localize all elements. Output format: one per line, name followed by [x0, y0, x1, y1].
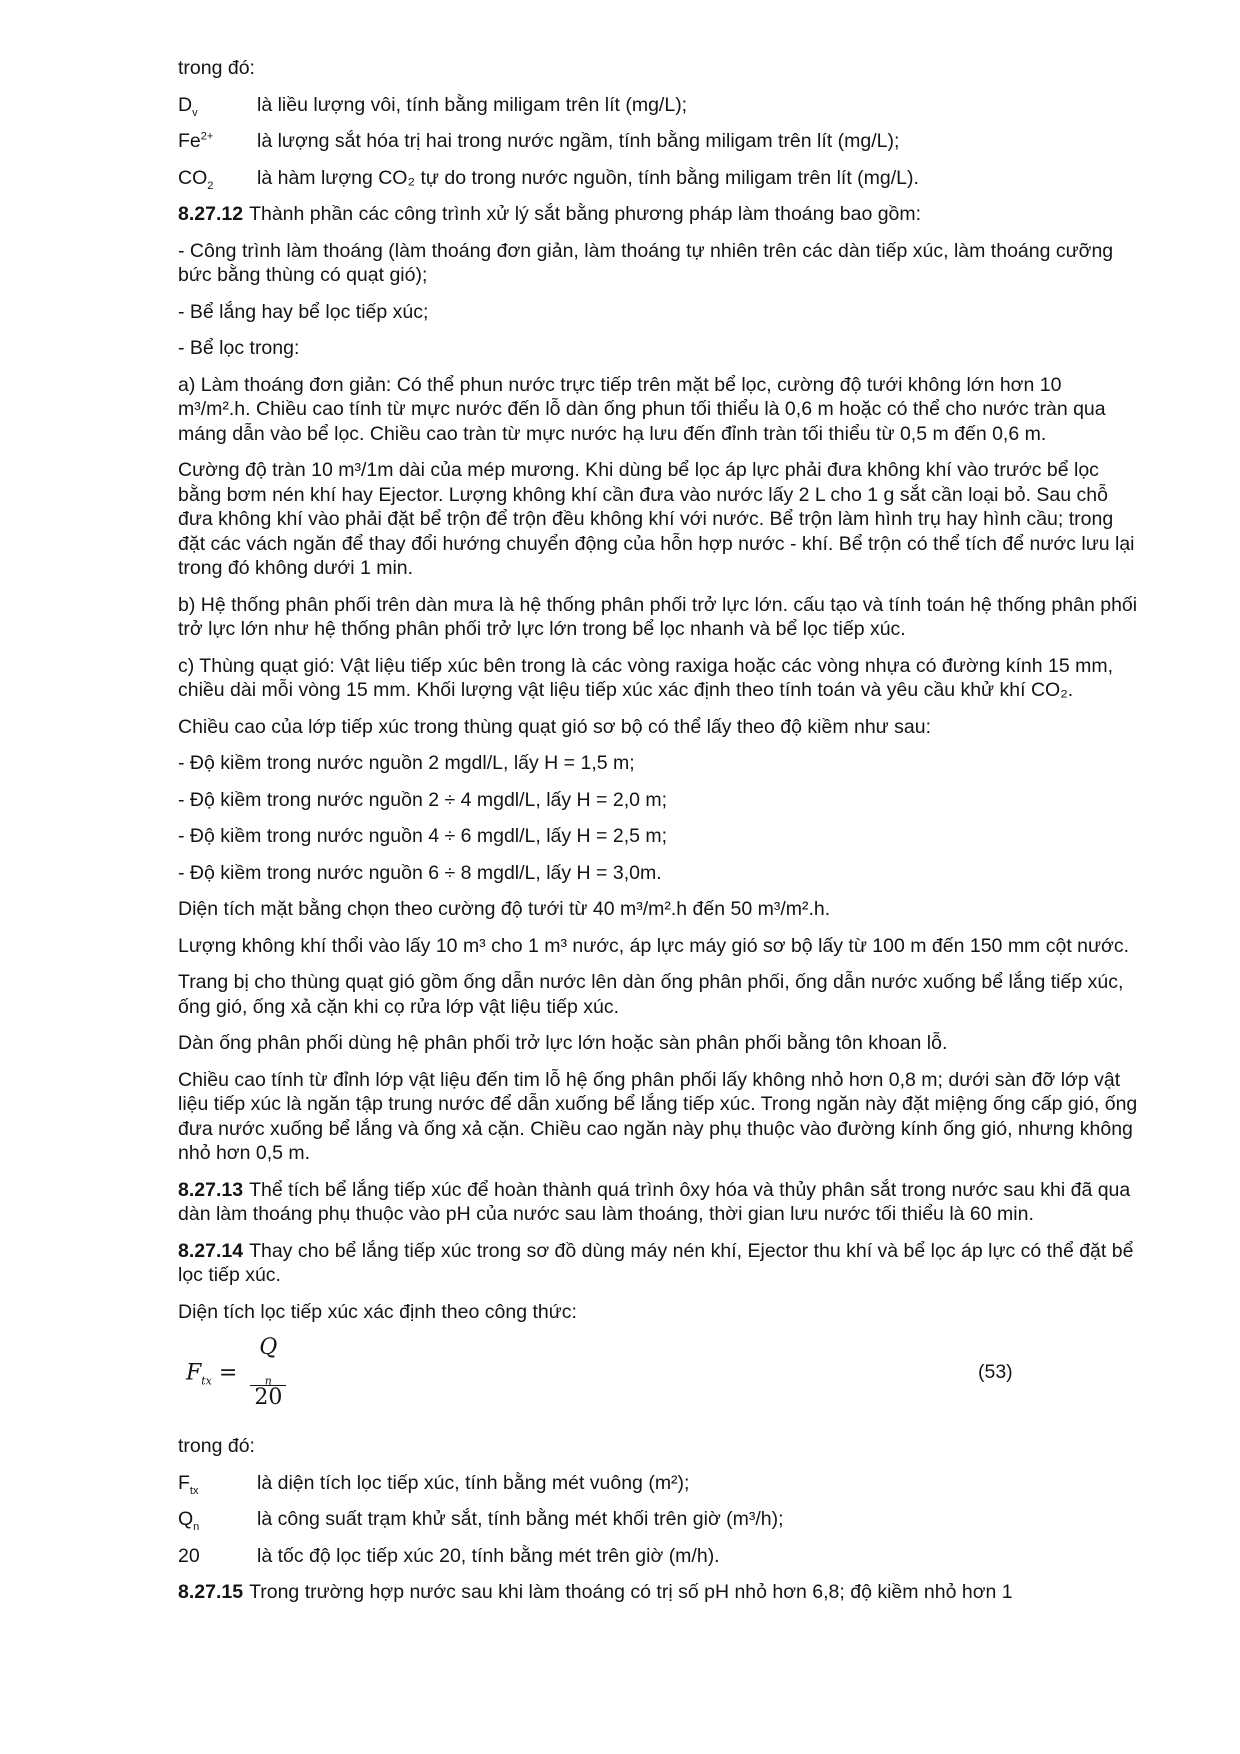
alkalinity-item: - Độ kiềm trong nước nguồn 4 ÷ 6 mgdl/L, lấy H = 2,5 m;	[178, 825, 668, 847]
definition-symbol: $CO_2$	[178, 166, 214, 192]
paragraph-layer-height: Chiều cao của lớp tiếp xúc trong thùng quạt gió sơ bộ có thể lấy theo độ kiềm như sau:	[178, 715, 932, 738]
paragraph-distribution: Dàn ống phân phối dùng hệ phân phối trở lực lớn hoặc sàn phân phối bằng tôn khoan lỗ.	[178, 1032, 948, 1054]
paragraph-a: a) Làm thoáng đơn giản: Có thể phun nước trực tiếp trên mặt bể lọc, cường độ tưới không lớn hơn 10 m³/m².h. Chiều cao tính từ mực nước đến lỗ dàn ống phun tối thiểu là 0,6 m hoặc có thể cho nước tràn qua máng dẫn vào bể lọc. Chiều cao tràn từ mực nước hạ lưu đến đỉnh tràn tối thiểu từ 0,5 m đến 0,6 m.	[178, 373, 1106, 445]
paragraph-area: Diện tích mặt bằng chọn theo cường độ tưới từ 40 m³/m².h đến 50 m³/m².h.	[178, 898, 831, 920]
paragraph-overflow-intensity: Cường độ tràn 10 m³/1m dài của mép mương. Khi dùng bể lọc áp lực phải đưa không khí vào trước bể lọc bằng bơm nén khí hay Ejector. Lượng không khí cần đưa vào nước lấy 2 L cho 1 g sắt cần loại bỏ. Sau chỗ đưa không khí vào phải đặt bể trộn để trộn đều không khí với nước. Bể trộn làm hình trụ hay hình cầu; trong đặt các vách ngăn để thay đổi hướng chuyển động của hỗn hợp nước - khí. Bể trộn có thể tích để nước lưu lại trong đó không dưới 1 min.	[178, 459, 1135, 579]
definition-item	[178, 93, 1138, 118]
definition-symbol: $D_v$	[178, 93, 198, 119]
equation-number: (53)	[978, 1361, 1013, 1383]
definition-item	[178, 166, 1138, 191]
formula-intro: Diện tích lọc tiếp xúc xác định theo công thức:	[178, 1300, 577, 1323]
alkalinity-item: - Độ kiềm trong nước nguồn 6 ÷ 8 mgdl/L, lấy H = 3,0m.	[178, 861, 662, 884]
definition-text: là lượng sắt hóa trị hai trong nước ngầm, tính bằng miligam trên lít (mg/L);	[257, 130, 900, 152]
clause-number: 8.27.15	[178, 1581, 244, 1603]
definition-symbol: $Fe^{2+}$	[178, 130, 214, 152]
clause-number: 8.27.14	[178, 1239, 244, 1262]
list-item: - Công trình làm thoáng (làm thoáng đơn giản, làm thoáng tự nhiên trên các dàn tiếp xúc, làm thoáng cưỡng bức bằng thùng có quạt gió);	[178, 239, 1114, 286]
clause-8-27-13	[178, 1178, 1138, 1227]
paragraph-c: c) Thùng quạt gió: Vật liệu tiếp xúc bên trong là các vòng raxiga hoặc các vòng nhựa có đường kính 15 mm, chiều dài mỗi vòng 15 mm. Khối lượng vật liệu tiếp xúc xác định theo tính toán và yêu cầu khử khí CO₂.	[178, 654, 1114, 701]
definition-text: là diện tích lọc tiếp xúc, tính bằng mét vuông (m²);	[257, 1471, 690, 1494]
where-label: trong đó:	[178, 57, 255, 79]
paragraph-b: b) Hệ thống phân phối trên dàn mưa là hệ thống phân phối trở lực lớn. cấu tạo và tính toán hệ thống phân phối trở lực lớn như hệ thống phân phối trở lực lớn trong bể lọc nhanh và bể lọc tiếp xúc.	[178, 593, 1138, 640]
where-label: trong đó:	[178, 1435, 255, 1457]
definition-symbol: $Q_n$	[178, 1508, 200, 1533]
paragraph-equipment: Trang bị cho thùng quạt gió gồm ống dẫn nước lên dàn ống phân phối, ống dẫn nước xuống bể lắng tiếp xúc, ống gió, ống xả cặn khi cọ rửa lớp vật liệu tiếp xúc.	[178, 971, 1124, 1018]
paragraph-air: Lượng không khí thổi vào lấy 10 m³ cho 1 m³ nước, áp lực máy gió sơ bộ lấy từ 100 m đến 150 mm cột nước.	[178, 934, 1130, 957]
clause-text: Trong trường hợp nước sau khi làm thoáng có trị số pH nhỏ hơn 6,8; độ kiềm nhỏ hơn 1	[249, 1581, 1013, 1603]
paragraph-layer: Chiều cao tính từ đỉnh lớp vật liệu đến tim lỗ hệ ống phân phối lấy không nhỏ hơn 0,8 m; dưới sàn đỡ lớp vật liệu tiếp xúc là ngăn tập trung nước để dẫn xuống bể lắng tiếp xúc. Trong ngăn này đặt miệng ống cấp gió, ống đưa nước xuống bể lắng và ống xả cặn. Chiều cao ngăn này phụ thuộc vào đường kính ống gió, nhưng không nhỏ hơn 0,5 m.	[178, 1068, 1138, 1164]
definition-text: là hàm lượng CO₂ tự do trong nước nguồn, tính bằng miligam trên lít (mg/L).	[257, 166, 919, 189]
definition-text: là liều lượng vôi, tính bằng miligam trên lít (mg/L);	[257, 93, 688, 116]
clause-text: Thay cho bể lắng tiếp xúc trong sơ đồ dùng máy nén khí, Ejector thu khí và bể lọc áp lực có thể đặt bể lọc tiếp xúc.	[178, 1239, 1134, 1286]
definition-symbol: 20	[178, 1544, 200, 1567]
clause-8-27-15	[178, 1580, 1138, 1605]
definition-text: là tốc độ lọc tiếp xúc 20, tính bằng mét trên giờ (m/h).	[257, 1544, 720, 1567]
clause-8-27-12	[178, 202, 1138, 227]
definition-symbol: $F_{tx}$	[178, 1471, 199, 1497]
clause-text: Thể tích bể lắng tiếp xúc để hoàn thành quá trình ôxy hóa và thủy phân sắt trong nước sau khi đã qua dàn làm thoáng phụ thuộc vào pH của nước sau làm thoáng, thời gian lưu nước tối thiểu là 60 min.	[178, 1178, 1131, 1225]
formula: $F_{tx}$ = Q $_n$ 20	[186, 1336, 286, 1411]
clause-number: 8.27.12	[178, 203, 244, 225]
list-item: - Bể lọc trong:	[178, 337, 300, 359]
clause-text: Thành phần các công trình xử lý sắt bằng phương pháp làm thoáng bao gồm:	[249, 203, 922, 225]
formula-block	[178, 1336, 1138, 1422]
formula-fraction: Q $_n$ 20	[250, 1336, 286, 1411]
clause-8-27-14	[178, 1239, 1138, 1288]
definition-item	[178, 129, 1138, 154]
clause-number: 8.27.13	[178, 1178, 244, 1201]
definition-item	[178, 1471, 1138, 1496]
document-page	[178, 56, 1138, 1617]
definition-item	[178, 1507, 1138, 1532]
alkalinity-item: - Độ kiềm trong nước nguồn 2 ÷ 4 mgdl/L, lấy H = 2,0 m;	[178, 788, 668, 811]
list-item: - Bể lắng hay bể lọc tiếp xúc;	[178, 300, 429, 323]
alkalinity-item: - Độ kiềm trong nước nguồn 2 mgdl/L, lấy H = 1,5 m;	[178, 752, 635, 774]
definition-text: là công suất trạm khử sắt, tính bằng mét khối trên giờ (m³/h);	[257, 1508, 784, 1530]
definition-item	[178, 1544, 1138, 1569]
